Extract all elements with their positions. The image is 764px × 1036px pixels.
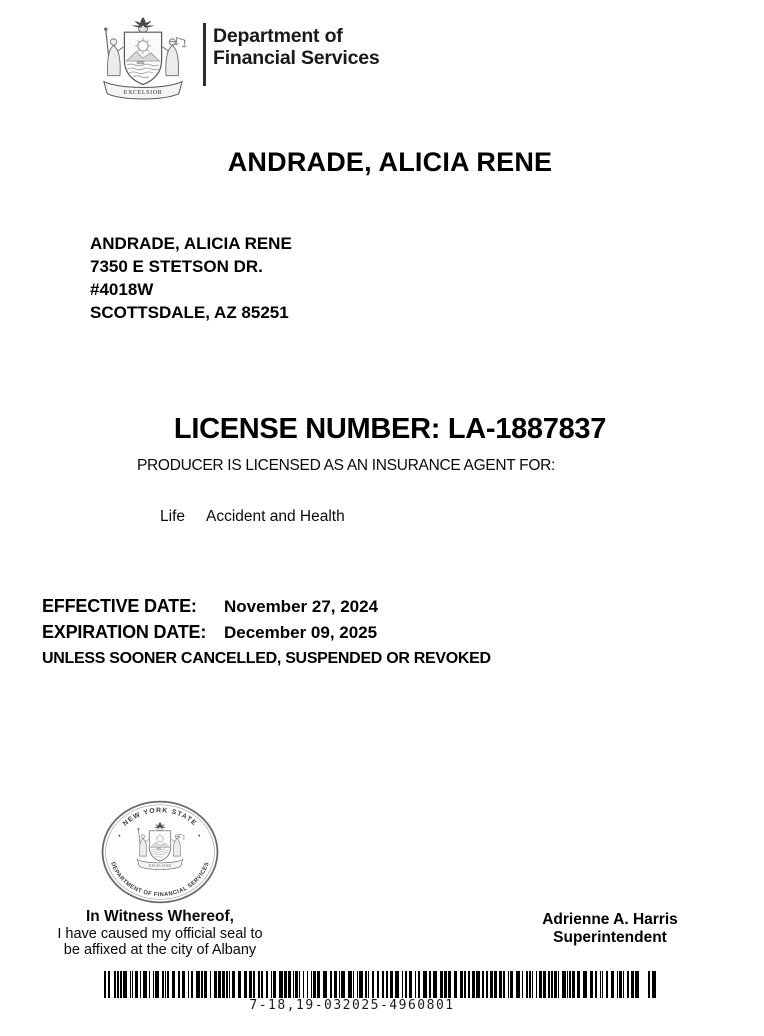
- dates-block: [42, 596, 378, 648]
- mailing-address: [90, 232, 292, 324]
- expiration-date-value: December 09, 2025: [224, 623, 378, 642]
- barcode-icon: [104, 971, 656, 998]
- witness-block: [28, 909, 292, 959]
- address-line: 7350 E STETSON DR.: [90, 257, 263, 276]
- line-of-authority: Life: [160, 508, 185, 525]
- witness-line: I have caused my official seal to: [57, 925, 263, 942]
- superintendent-name: Adrienne A. Harris: [542, 911, 678, 928]
- address-line: SCOTTSDALE, AZ 85251: [90, 303, 289, 322]
- nys-coat-of-arms-icon: [94, 16, 192, 115]
- effective-date-value: November 27, 2024: [224, 597, 379, 616]
- seal-separator-dot-icon: •: [118, 832, 121, 840]
- condition-line: UNLESS SOONER CANCELLED, SUSPENDED OR REVOKED: [42, 650, 491, 667]
- superintendent-title: Superintendent: [553, 929, 667, 946]
- expiration-date-row: [42, 622, 378, 648]
- barcode-bars: [104, 971, 656, 998]
- licensed-as-line: PRODUCER IS LICENSED AS AN INSURANCE AGENT FOR:: [137, 457, 555, 474]
- seal-ring-bottom-text: DEPARTMENT OF FINANCIAL SERVICES: [109, 861, 211, 899]
- agency-name-line1: Department of: [213, 25, 343, 47]
- seal-separator-dot-icon: •: [198, 832, 201, 840]
- effective-date-label: EFFECTIVE DATE:: [42, 596, 197, 616]
- lines-of-authority: [160, 508, 345, 526]
- effective-date-row: [42, 596, 378, 622]
- seal-ring-top-text: NEW YORK STATE: [121, 807, 199, 828]
- witness-line: be affixed at the city of Albany: [63, 942, 257, 958]
- witness-lead: In Witness Whereof,: [86, 908, 234, 925]
- address-line: #4018W: [90, 280, 154, 299]
- line-of-authority: Accident and Health: [206, 508, 345, 525]
- expiration-date-label: EXPIRATION DATE:: [42, 622, 207, 642]
- licensee-name-heading: ANDRADE, ALICIA RENE: [227, 147, 553, 177]
- masthead-divider: [203, 23, 206, 86]
- barcode-text: 7-18,19-032025-4960801: [249, 998, 455, 1013]
- agency-name-line2: Financial Services: [213, 46, 380, 69]
- agency-name: [213, 26, 380, 69]
- signature-block: [488, 911, 732, 947]
- official-seal-icon: [100, 799, 220, 910]
- license-number-heading: LICENSE NUMBER: LA-1887837: [173, 413, 607, 445]
- address-line: ANDRADE, ALICIA RENE: [90, 234, 292, 253]
